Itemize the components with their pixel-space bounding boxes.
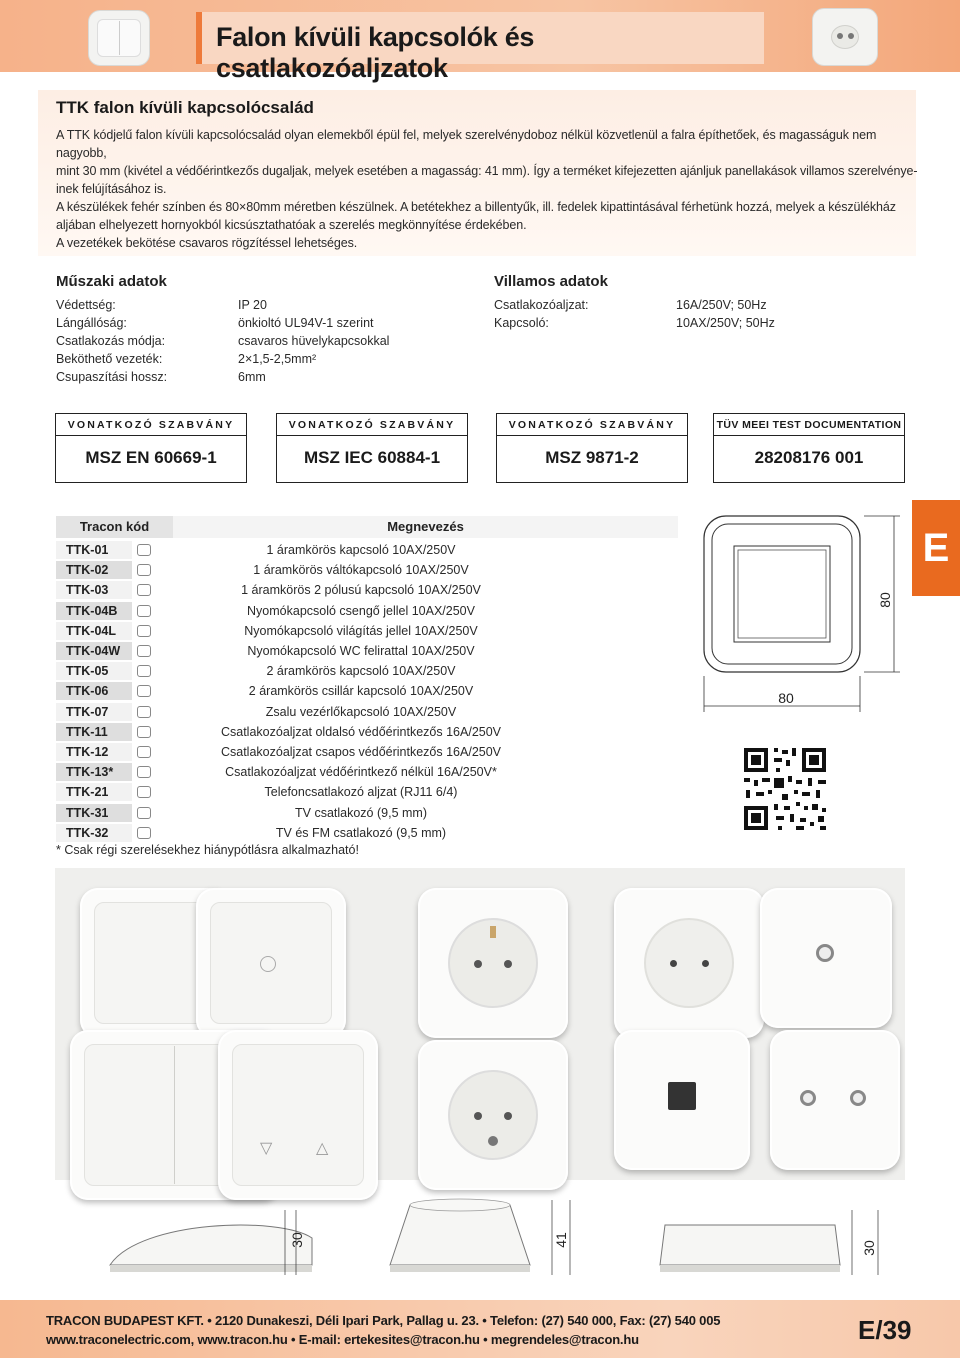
qr-code [738,742,832,836]
product-symbol-icon [137,726,151,738]
tech-value: 6mm [238,370,266,384]
electric-data-list [494,296,874,332]
product-symbol-icon [137,786,151,798]
tech-row [56,332,436,350]
product-row [56,642,566,660]
col-header-name: Megnevezés [173,516,678,538]
standard-label: VONATKOZÓ SZABVÁNY [497,414,687,436]
tech-row [56,296,436,314]
product-symbol-icon [137,584,151,596]
footnote: * Csak régi szerelésekhez hiánypótlásra alkalmazható! [56,843,359,857]
photo-tv-fm-socket [770,1030,900,1170]
electric-key: Kapcsoló: [494,316,549,330]
dimension-height-label: 80 [877,592,893,608]
product-name: Csatlakozóaljzat csapos védőérintkezős 16A/250V [220,745,502,759]
tech-key: Védettség: [56,298,116,312]
socket-recess [644,918,734,1008]
product-row [56,622,566,640]
product-code: TTK-03 [56,581,132,599]
product-name: TV csatlakozó (9,5 mm) [295,805,427,820]
pin-hole-icon [474,960,482,968]
product-row [56,541,566,559]
tech-data-title: Műszaki adatok [56,273,167,290]
photo-socket-no-earth [614,888,764,1038]
standard-value: 28208176 001 [754,448,864,467]
intro-line: aljában elhelyezett hornyokból kicsúsztathatóak a szerelés megkönnyítése érdekében. [56,218,527,232]
product-name: Telefoncsatlakozó aljzat (RJ11 6/4) [264,785,458,800]
product-row [56,703,566,721]
product-symbol-icon [137,685,151,697]
electric-key: Csatlakozóaljzat: [494,298,589,312]
product-name: Csatlakozóaljzat oldalsó védőérintkezős 16A/250V [220,724,502,739]
product-row [56,561,566,579]
profile-height-label: 30 [289,1232,305,1248]
product-name: TV és FM csatlakozó (9,5 mm) [275,825,447,840]
page-title: Falon kívüli kapcsolók és csatlakozóaljzatok [216,22,535,83]
page-title-box [196,12,764,83]
coax-connector-icon [800,1090,816,1106]
section-tab: E [912,500,960,596]
product-symbol-icon [137,746,151,758]
rocker-divider [174,1046,175,1184]
standard-value: MSZ EN 60669-1 [85,448,217,467]
product-code: TTK-07 [56,703,132,721]
pin-hole-icon [504,960,512,968]
product-symbol-icon [137,706,151,718]
intro-line: A készülékek fehér színben és 80×80mm méretben készülnek. A betétekhez a billentyűk, ill. fedelek kipattintásával férhetünk hozzá, melyek a készülékház [56,200,896,214]
intro-line: inek felújításához is. [56,182,167,196]
electric-value: 10AX/250V; 50Hz [676,316,775,330]
tech-key: Beköthető vezeték: [56,352,163,366]
tech-key: Lángállóság: [56,316,127,330]
arrow-down-icon: ▽ [260,1140,273,1157]
standard-value: MSZ 9871-2 [545,448,639,467]
product-code: TTK-04L [56,622,132,640]
earth-pin-icon [488,1136,498,1146]
product-code: TTK-05 [56,662,132,680]
socket-recess [448,1070,538,1160]
product-code: TTK-31 [56,804,132,822]
standard-label: VONATKOZÓ SZABVÁNY [56,414,246,436]
product-name: Nyomókapcsoló világítás jellel 10AX/250V [244,623,478,638]
pin-hole-icon [474,1112,482,1120]
product-row [56,824,566,842]
electric-value: 16A/250V; 50Hz [676,298,767,312]
product-code: TTK-02 [56,561,132,579]
product-name: 2 áramkörös kapcsoló 10AX/250V [266,664,456,679]
product-symbol-icon [137,665,151,677]
light-symbol-icon [260,956,276,972]
electric-row [494,314,874,332]
product-code: TTK-04B [56,602,132,620]
tech-key: Csupaszítási hossz: [56,370,168,384]
product-code: TTK-12 [56,743,132,761]
product-row [56,581,566,599]
page-number: E/39 [858,1315,912,1345]
tech-row [56,314,436,332]
product-symbol-icon [137,625,151,637]
coax-connector-icon [850,1090,866,1106]
product-code: TTK-04W [56,642,132,660]
intro-line: A vezetékek bekötése csavaros rögzítéssel lehetséges. [56,236,358,250]
product-symbol-icon [137,544,151,556]
product-name: Nyomókapcsoló WC felirattal 10AX/250V [247,644,475,658]
earth-clip-icon [490,926,496,938]
product-name: Zsalu vezérlőkapcsoló 10AX/250V [265,704,457,719]
tech-row [56,368,436,386]
product-code: TTK-32 [56,824,132,842]
product-row [56,682,566,700]
tech-row [56,350,436,368]
product-symbol-icon [137,766,151,778]
pin-hole-icon [504,1112,512,1120]
header-switch-thumbnail [88,10,150,66]
standard-label: TÜV MEEI TEST DOCUMENTATION [714,414,904,436]
product-symbol-icon [137,564,151,576]
electric-data-title: Villamos adatok [494,273,608,290]
photo-socket-side-earth [418,888,568,1038]
electric-row [494,296,874,314]
dimension-width-label: 80 [778,690,794,706]
product-row [56,743,566,761]
product-symbol-icon [137,807,151,819]
rocker-pair [232,1044,364,1186]
product-symbol-icon [137,605,151,617]
product-symbol-icon [137,827,151,839]
intro-heading: TTK falon kívüli kapcsolócsalád [56,98,314,117]
product-row [56,602,566,620]
header-socket-thumbnail [812,8,878,66]
footer-band [0,1300,960,1358]
col-header-code: Tracon kód [56,516,173,538]
product-code: TTK-13* [56,763,132,781]
intro-line: mint 30 mm (kivétel a védőérintkezős dugaljak, melyek esetében a magasság: 41 mm). Így a terméket kifejezetten ajánljuk panellakások villamos szerelvénye- [56,164,918,178]
product-name: 2 áramkörös csillár kapcsoló 10AX/250V [248,684,474,699]
photo-blind-switch [218,1030,378,1200]
profile-views [100,1180,900,1290]
tech-data-list [56,296,436,386]
product-name: Csatlakozóaljzat védőérintkező nélkül 16A/250V* [225,765,497,780]
intro-paragraph-1 [56,126,926,198]
tech-value: IP 20 [238,298,267,312]
intro-line: A TTK kódjelű falon kívüli kapcsolócsalád olyan elemekből épül fel, melyek szerelvénydoboz nélkül közvetlenül a falra építhetőek, és magasságuk nem nagyobb, [56,128,877,160]
footer-address: TRACON BUDAPEST KFT. • 2120 Dunakeszi, Déli Ipari Park, Pallag u. 23. • Telefon: (27) 540 000, Fax: (27) 540 005 [46,1313,721,1328]
standard-box [496,413,688,483]
product-row [56,783,566,801]
product-name: 1 áramkörös váltókapcsoló 10AX/250V [253,563,469,578]
tech-key: Csatlakozás módja: [56,334,166,348]
standard-label: VONATKOZÓ SZABVÁNY [277,414,467,436]
tech-value: csavaros hüvelykapcsokkal [238,334,390,348]
rj11-port-icon [668,1082,696,1110]
tech-value: önkioltó UL94V-1 szerint [238,316,374,330]
pin-hole-icon [702,960,709,967]
product-row [56,723,566,741]
coax-connector-icon [816,944,834,962]
product-row [56,804,566,822]
product-code: TTK-01 [56,541,132,559]
product-name: 1 áramkörös 2 pólusú kapcsoló 10AX/250V [241,583,481,598]
product-code: TTK-11 [56,723,132,741]
profile-height-label: 41 [553,1232,569,1248]
standard-value: MSZ IEC 60884-1 [303,448,441,467]
product-name: Nyomókapcsoló csengő jellel 10AX/250V [247,603,475,618]
standard-box [276,413,468,483]
photo-phone-socket [614,1030,750,1170]
standard-box [713,413,905,483]
product-code: TTK-21 [56,783,132,801]
dimension-drawing [690,508,910,718]
product-symbol-icon [137,645,151,657]
profile-height-label: 30 [861,1240,877,1256]
product-name: 1 áramkörös kapcsoló 10AX/250V [266,543,456,557]
photo-socket-pin-earth [418,1040,568,1190]
photo-pushbutton-light [196,888,346,1038]
arrow-up-icon: △ [316,1140,329,1157]
footer-contacts: www.traconelectric.com, www.tracon.hu • E-mail: ertekesites@tracon.hu • megrendeles@tracon.hu [46,1332,639,1347]
photo-tv-socket [760,888,892,1028]
product-row [56,662,566,680]
standard-box [55,413,247,483]
tech-value: 2×1,5-2,5mm² [238,352,317,366]
product-code: TTK-06 [56,682,132,700]
intro-paragraph-2 [56,198,926,252]
product-row [56,763,566,781]
pin-hole-icon [670,960,677,967]
